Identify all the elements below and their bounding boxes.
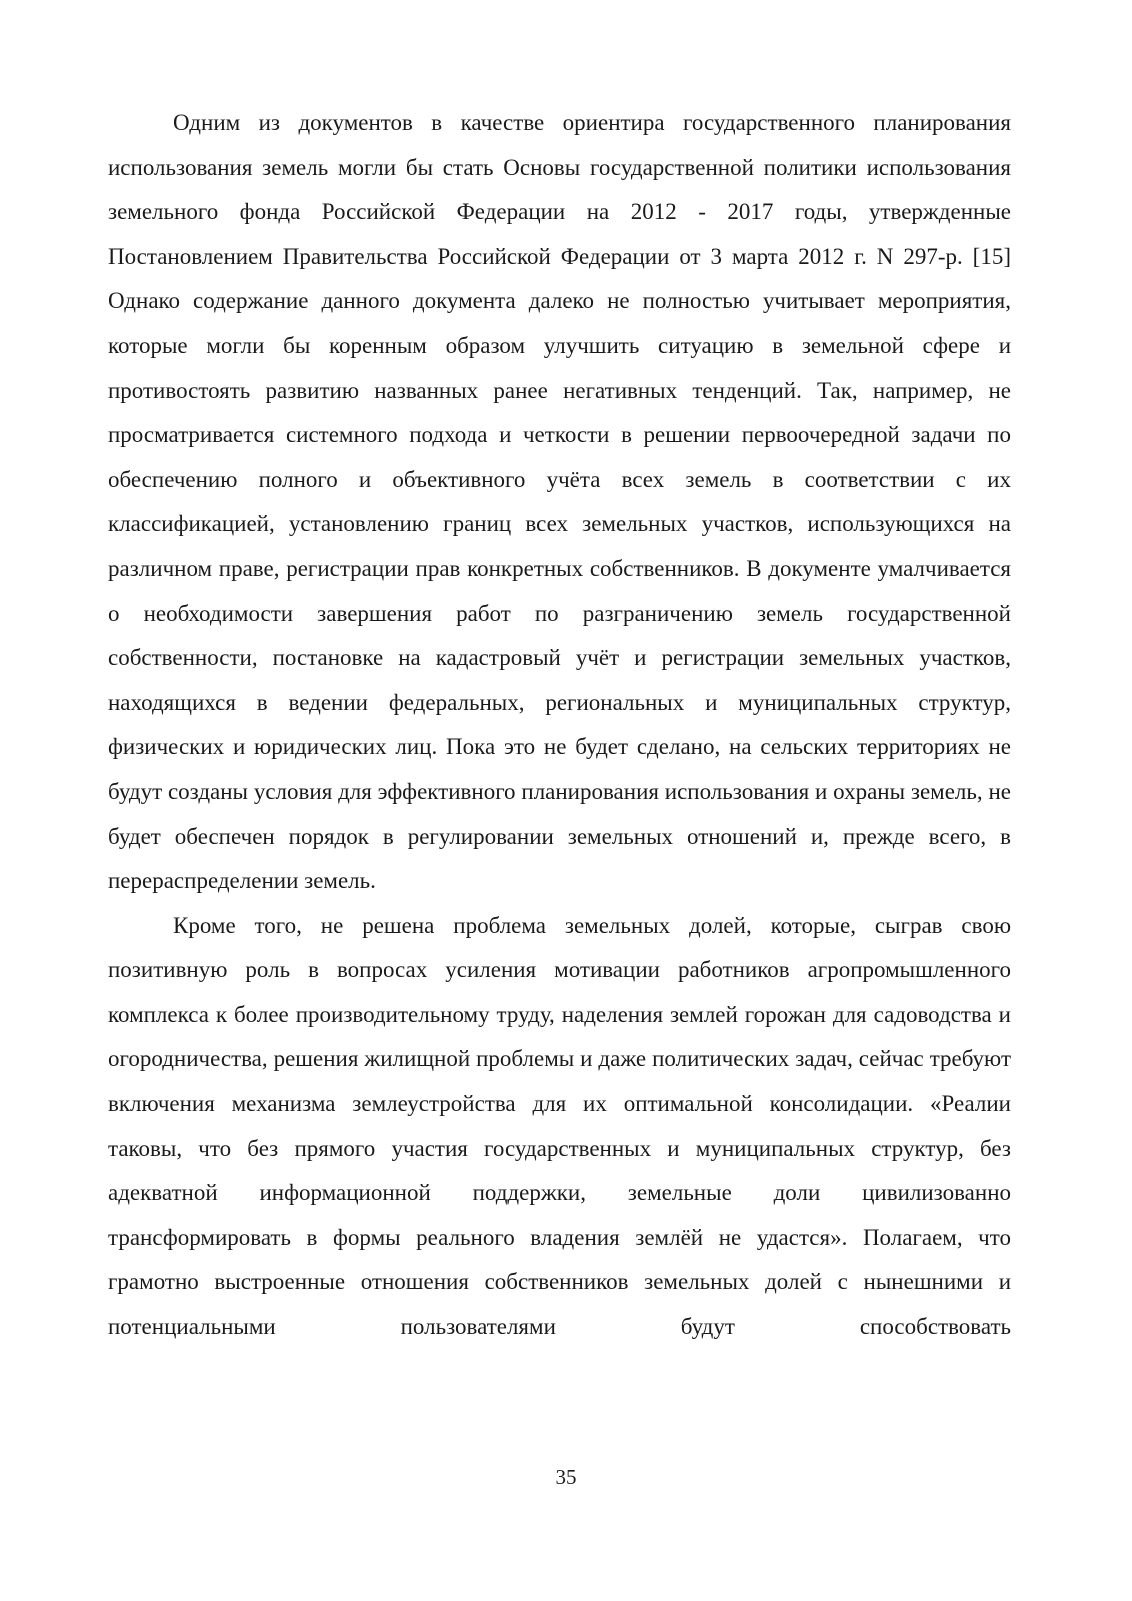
document-body <box>108 101 1011 1350</box>
paragraph-2: Кроме того, не решена проблема земельных долей, которые, сыграв свою позитивную роль в вопросах усиления мотивации работников агропромышленного комплекса к более производительному труду, наделения землей горожан для садоводства и огородничества, решения жилищной проблемы и даже политических задач, сейчас требуют включения механизма землеустройства для их оптимальной консолидации. «Реалии таковы, что без прямого участия государственных и муниципальных структур, без адекватной информационной поддержки, земельные доли цивилизованно трансформировать в формы реального владения землёй не удастся». Полагаем, что грамотно выстроенные отношения собственников земельных долей с нынешними и потенциальными пользователями будут способствовать <box>108 912 1011 1340</box>
page-number: 35 <box>555 1465 577 1489</box>
paragraph-1: Одним из документов в качестве ориентира государственного планирования использования земель могли бы стать Основы государственной политики использования земельного фонда Российской Федерации на 2012 - 2017 годы, утвержденные Постановлением Правительства Российской Федерации от 3 марта 2012 г. N 297-р. [15] Однако содержание данного документа далеко не полностью учитывает мероприятия, которые могли бы коренным образом улучшить ситуацию в земельной сфере и противостоять развитию названных ранее негативных тенденций. Так, например, не просматривается системного подхода и четкости в решении первоочередной задачи по обеспечению полного и объективного учёта всех земель в соответствии с их классификацией, установлению границ всех земельных участков, использующихся на различном праве, регистрации прав конкретных собственников. В документе умалчивается о необходимости завершения работ по разграничению земель государственной собственности, постановке на кадастровый учёт и регистрации земельных участков, находящихся в ведении федеральных, региональных и муниципальных структур, физических и юридических лиц. Пока это не будет сделано, на сельских территориях не будут созданы условия для эффективного планирования использования и охраны земель, не будет обеспечен порядок в регулировании земельных отношений и, прежде всего, в перераспределении земель. <box>108 110 1011 894</box>
